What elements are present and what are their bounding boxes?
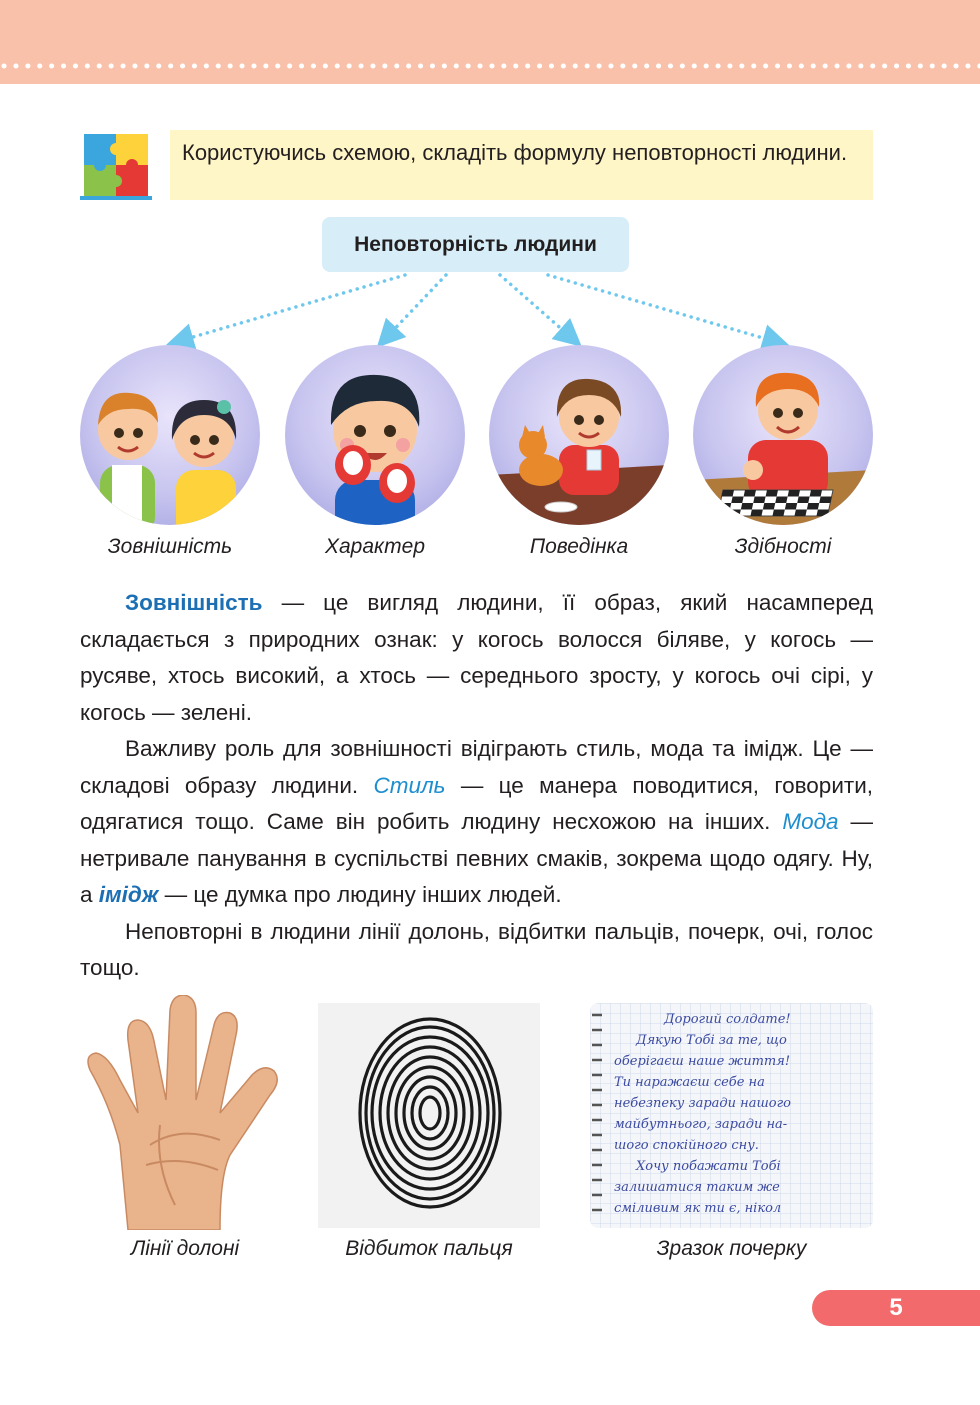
illustration-abilities: [693, 345, 873, 525]
paragraph-appearance: Зовнішність — це вигляд людини, її образ, який насамперед складається з природних ознак: у когось волосся біляве, у когось — русяве, хтось високий, а хтось — середнього зросту, у когось очі сірі, у когось — зелені.: [80, 590, 873, 725]
paragraph-style: Важливу роль для зовнішності відіграють стиль, мода та імідж. Це — складові образу людини. Стиль — це манера поводитися, говорити, одягатися тощо. Саме він робить людину несхожою на інших. Мода — нетривале панування в суспільстві певних смаків, зокрема щодо одягу. Ну, а імідж — це думка про людину інших людей.: [80, 736, 874, 907]
puzzle-icon: [80, 130, 152, 200]
dotted-divider: [0, 62, 980, 70]
palm-photo: [80, 995, 290, 1230]
term-fashion: Мода: [782, 809, 839, 834]
term-appearance: Зовнішність: [125, 590, 263, 615]
arrow-character: [384, 275, 446, 340]
caption-handwriting: Зразок почерку: [656, 1237, 807, 1260]
arrow-behavior: [500, 275, 574, 340]
caption-abilities: Здібності: [734, 535, 832, 558]
caption-fingerprint: Відбиток пальця: [345, 1237, 513, 1260]
header-band: [0, 0, 980, 84]
term-style: Стиль: [373, 772, 446, 798]
handwriting-photo: [590, 1003, 873, 1228]
page-number: 5: [812, 1290, 980, 1326]
handwriting-text: Дорогий солдате! Дякую Тобі за те, що оберігаєш наше життя! Ти наражаєш себе на небезпеку заради нашого майбутнього, заради на- шого спокійного сну. Хочу побажати Тобі залишатися таким же сміливим як ти є, нікол: [614, 1012, 791, 1216]
illustration-behavior: [489, 345, 669, 525]
term-image: імідж: [98, 882, 159, 907]
caption-behavior: Поведінка: [529, 535, 629, 558]
fingerprint-photo: [318, 1003, 540, 1228]
caption-character: Характер: [324, 535, 426, 558]
caption-appearance: Зовнішність: [107, 535, 233, 558]
illustration-appearance: [80, 345, 260, 525]
illustration-character: [285, 345, 465, 525]
arrow-abilities: [548, 275, 780, 343]
arrow-appearance: [176, 275, 405, 342]
scheme-title: Неповторність людини: [322, 217, 629, 272]
caption-palm: Лінії долоні: [130, 1237, 240, 1260]
task-instruction: Користуючись схемою, складіть формулу неповторності людини.: [170, 130, 873, 200]
body-text: [80, 585, 873, 987]
paragraph-unique: Неповторні в людини лінії долонь, відбитки пальців, почерк, очі, голос тощо.: [80, 918, 873, 980]
